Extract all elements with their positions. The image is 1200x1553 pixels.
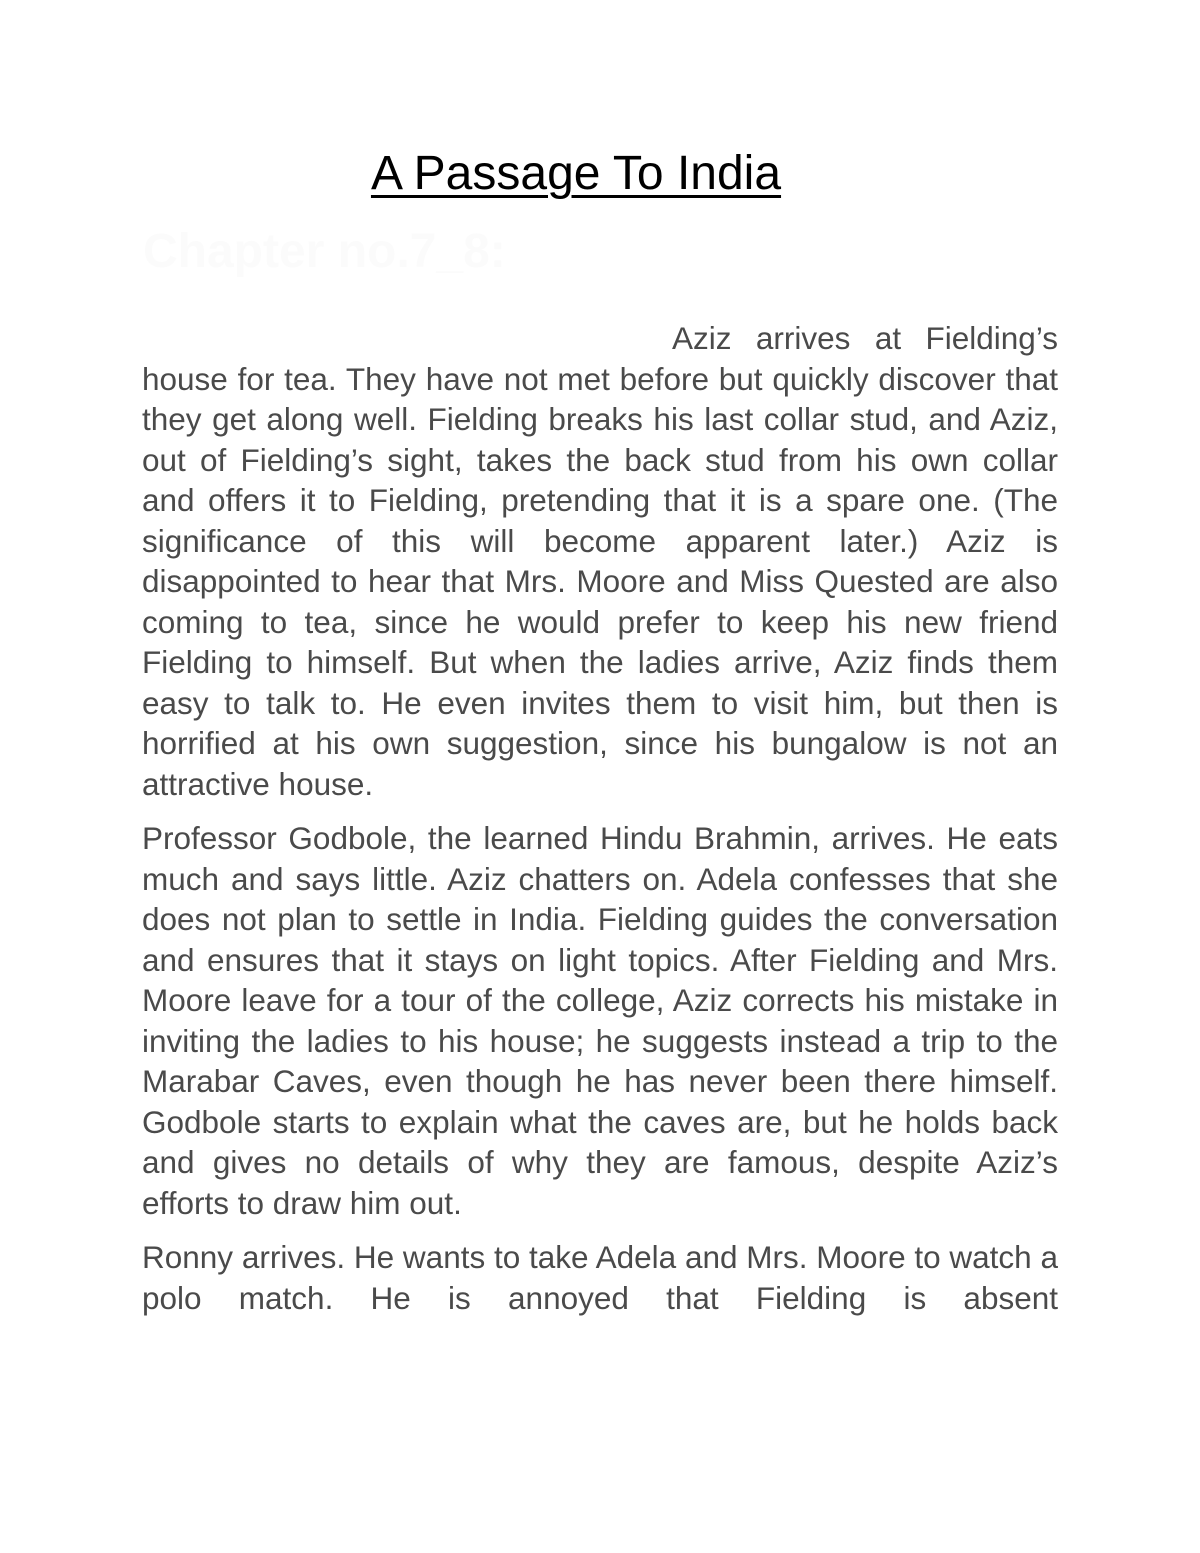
paragraph: Aziz arrives at Fielding’s house for tea. They have not met before but quickly discover that they get along well. Fielding breaks his last collar stud, and Aziz, out of Fielding’s sight, takes the back stud from his own collar and offers it to Fielding, pretending that it is a spare one. (The significance of this will become apparent later.) Aziz is disappointed to hear that Mrs. Moore and Miss Quested are also coming to tea, since he would prefer to keep his new friend Fielding to himself. But when the ladies arrive, Aziz finds them easy to talk to. He even invites them to visit him, but then is horrified at his own suggestion, since his bungalow is not an attractive house. <box>142 320 1058 802</box>
paragraph: Professor Godbole, the learned Hindu Brahmin, arrives. He eats much and says little. Aziz chatters on. Adela confesses that she does not plan to settle in India. Fielding guides the conversation and ensures that it stays on light topics. After Fielding and Mrs. Moore leave for a tour of the college, Aziz corrects his mistake in inviting the ladies to his house; he suggests instead a trip to the Marabar Caves, even though he has never been there himself. Godbole starts to explain what the caves are, but he holds back and gives no details of why they are famous, despite Aziz’s efforts to draw him out. <box>142 820 1058 1221</box>
body-text <box>142 318 1058 1332</box>
chapter-heading: Chapter no.7_8: <box>143 225 506 278</box>
paragraph: Ronny arrives. He wants to take Adela and Mrs. Moore to watch a polo match. He is annoyed that Fielding is absent <box>142 1239 1058 1316</box>
document-title: A Passage To India <box>370 147 782 200</box>
